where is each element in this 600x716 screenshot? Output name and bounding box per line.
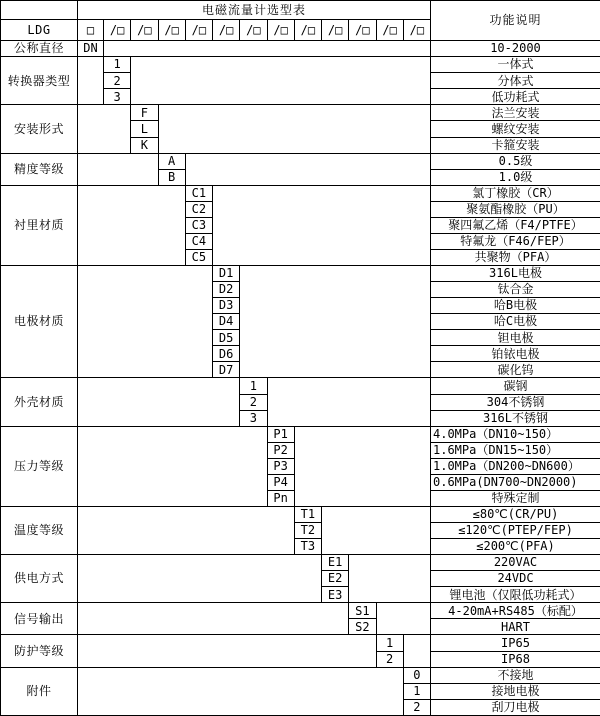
option-code: 2 (240, 394, 267, 410)
spacer-cell (403, 635, 430, 667)
title-row (1, 1, 600, 20)
spacer-cell (240, 266, 431, 378)
model-slot-box: /□ (349, 20, 376, 41)
option-code: D4 (213, 314, 240, 330)
option-code: 1 (104, 57, 131, 73)
option-desc: 卡箍安装 (431, 137, 600, 153)
spacer-cell (78, 635, 377, 667)
spacer-cell (78, 603, 349, 635)
option-code: C3 (185, 217, 212, 233)
option-desc: 304不锈钢 (431, 394, 600, 410)
option-desc: 分体式 (431, 73, 600, 89)
option-code: B (158, 169, 185, 185)
option-desc: 不接地 (431, 667, 600, 683)
category-label: 精度等级 (1, 153, 78, 185)
option-row (1, 603, 600, 619)
option-code: D3 (213, 298, 240, 314)
option-desc: IP68 (431, 651, 600, 667)
spacer-cell (78, 555, 322, 603)
spacer-cell (349, 555, 431, 603)
model-slot-box: /□ (131, 20, 158, 41)
spacer-cell (104, 41, 431, 57)
spacer-cell (267, 378, 431, 426)
option-code: D2 (213, 282, 240, 298)
option-code: 2 (104, 73, 131, 89)
option-row (1, 378, 600, 394)
option-row (1, 426, 600, 442)
option-code: 2 (376, 651, 403, 667)
option-desc: 钛合金 (431, 282, 600, 298)
option-row (1, 555, 600, 571)
option-desc: 220VAC (431, 555, 600, 571)
spacer-cell (78, 153, 159, 185)
option-desc: 1.0级 (431, 169, 600, 185)
option-desc: 碳化钨 (431, 362, 600, 378)
option-code: 0 (403, 667, 430, 683)
category-label: 转换器类型 (1, 57, 78, 105)
model-slot-box: /□ (294, 20, 321, 41)
option-code: T1 (294, 506, 321, 522)
option-row (1, 105, 600, 121)
option-code: C1 (185, 185, 212, 201)
model-slot-box: /□ (267, 20, 294, 41)
option-row (1, 635, 600, 651)
option-desc: 氯丁橡胶（CR） (431, 185, 600, 201)
option-desc: ≤120℃(PTEP/FEP) (431, 523, 600, 539)
category-label: 压力等级 (1, 426, 78, 506)
option-desc: 锂电池（仅限低功耗式） (431, 587, 600, 603)
option-code: 1 (376, 635, 403, 651)
option-desc: 聚氨酯橡胶（PU） (431, 201, 600, 217)
option-code: F (131, 105, 158, 121)
option-desc: 0.5级 (431, 153, 600, 169)
model-prefix: LDG (1, 20, 78, 41)
model-slot-box: /□ (185, 20, 212, 41)
model-slot-box: /□ (322, 20, 349, 41)
spacer-cell (78, 667, 404, 715)
option-desc: 4.0MPa（DN10~150） (431, 426, 600, 442)
option-desc: 4-20mA+RS485（标配） (431, 603, 600, 619)
table-title: 电磁流量计选型表 (78, 1, 431, 20)
model-slot-box: /□ (104, 20, 131, 41)
spacer-cell (78, 57, 104, 105)
option-desc: ≤80℃(CR/PU) (431, 506, 600, 522)
option-desc: ≤200℃(PFA) (431, 539, 600, 555)
option-desc: 碳钢 (431, 378, 600, 394)
option-code: Pn (267, 490, 294, 506)
spacer-cell (213, 185, 431, 265)
spacer-cell (131, 57, 431, 105)
category-label: 外壳材质 (1, 378, 78, 426)
option-code: L (131, 121, 158, 137)
option-code: P3 (267, 458, 294, 474)
option-desc: 0.6MPa(DN700~DN2000) (431, 474, 600, 490)
spacer-cell (376, 603, 431, 635)
option-code: S2 (349, 619, 376, 635)
option-desc: 1.6MPa（DN15~150） (431, 442, 600, 458)
spacer-cell (322, 506, 431, 554)
option-code: A (158, 153, 185, 169)
option-code: P2 (267, 442, 294, 458)
option-desc: 316L电极 (431, 266, 600, 282)
option-code: 2 (403, 699, 430, 715)
option-desc: 法兰安装 (431, 105, 600, 121)
option-code: E2 (322, 571, 349, 587)
category-label: 附件 (1, 667, 78, 715)
model-slot-box: /□ (213, 20, 240, 41)
option-code: K (131, 137, 158, 153)
option-code: D5 (213, 330, 240, 346)
corner-blank-cell (1, 1, 78, 20)
option-row (1, 266, 600, 282)
function-column-header: 功能说明 (431, 1, 600, 41)
spacer-cell (185, 153, 430, 185)
model-slot-box: /□ (240, 20, 267, 41)
model-first-box: □ (78, 20, 104, 41)
option-code: 1 (240, 378, 267, 394)
option-row (1, 153, 600, 169)
category-label: 信号输出 (1, 603, 78, 635)
category-label: 温度等级 (1, 506, 78, 554)
option-desc: 刮刀电极 (431, 699, 600, 715)
option-code: E1 (322, 555, 349, 571)
option-code: C2 (185, 201, 212, 217)
option-code: 3 (240, 410, 267, 426)
option-code: P4 (267, 474, 294, 490)
option-desc: 接地电极 (431, 683, 600, 699)
option-desc: 聚四氟乙烯（F4/PTFE） (431, 217, 600, 233)
spacer-cell (78, 426, 268, 506)
model-slot-box: /□ (158, 20, 185, 41)
option-code: D7 (213, 362, 240, 378)
option-desc: 24VDC (431, 571, 600, 587)
option-desc: 低功耗式 (431, 89, 600, 105)
model-slot-box: /□ (376, 20, 403, 41)
option-row (1, 57, 600, 73)
spacer-cell (78, 105, 131, 153)
option-desc: 共聚物（PFA） (431, 249, 600, 265)
diameter-row (1, 41, 600, 57)
option-code: C5 (185, 249, 212, 265)
option-row (1, 667, 600, 683)
option-desc: 铂铱电极 (431, 346, 600, 362)
spacer-cell (78, 378, 240, 426)
diameter-desc: 10-2000 (431, 41, 600, 57)
spacer-cell (158, 105, 431, 153)
option-desc: 哈C电极 (431, 314, 600, 330)
option-desc: 特氟龙（F46/FEP） (431, 233, 600, 249)
option-desc: 钽电极 (431, 330, 600, 346)
option-desc: 1.0MPa（DN200~DN600） (431, 458, 600, 474)
category-label: 安装形式 (1, 105, 78, 153)
diameter-code: DN (78, 41, 104, 57)
option-code: 1 (403, 683, 430, 699)
category-label: 衬里材质 (1, 185, 78, 265)
diameter-label: 公称直径 (1, 41, 78, 57)
option-desc: HART (431, 619, 600, 635)
category-label: 防护等级 (1, 635, 78, 667)
category-label: 电极材质 (1, 266, 78, 378)
option-row (1, 506, 600, 522)
spacer-cell (78, 506, 295, 554)
option-desc: 特殊定制 (431, 490, 600, 506)
option-desc: IP65 (431, 635, 600, 651)
option-code: S1 (349, 603, 376, 619)
option-code: E3 (322, 587, 349, 603)
option-code: T2 (294, 523, 321, 539)
option-code: T3 (294, 539, 321, 555)
option-desc: 螺纹安装 (431, 121, 600, 137)
option-code: P1 (267, 426, 294, 442)
option-desc: 一体式 (431, 57, 600, 73)
option-code: D1 (213, 266, 240, 282)
spacer-cell (78, 266, 213, 378)
option-code: D6 (213, 346, 240, 362)
spacer-cell (294, 426, 430, 506)
spacer-cell (78, 185, 186, 265)
option-desc: 316L不锈钢 (431, 410, 600, 426)
category-label: 供电方式 (1, 555, 78, 603)
option-code: 3 (104, 89, 131, 105)
model-slot-box: /□ (403, 20, 430, 41)
option-row (1, 185, 600, 201)
option-code: C4 (185, 233, 212, 249)
option-desc: 哈B电极 (431, 298, 600, 314)
